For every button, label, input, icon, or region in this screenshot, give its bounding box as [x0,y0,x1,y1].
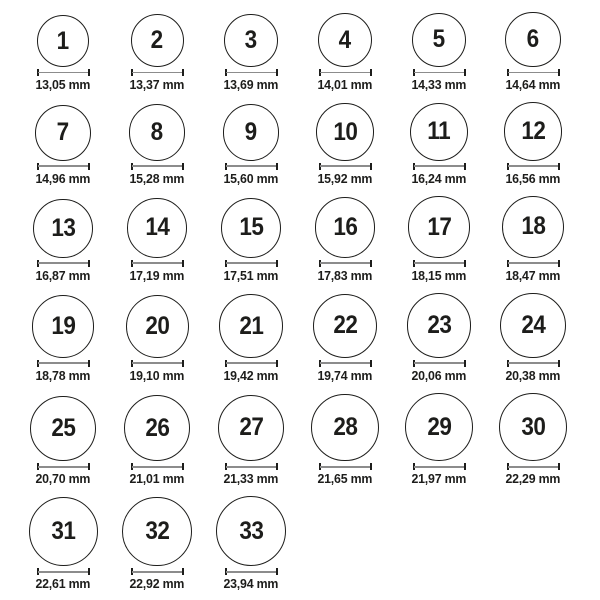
size-circle [221,198,281,258]
diameter-ruler [319,463,372,470]
size-circle [318,13,372,67]
ruler-bar [414,466,465,468]
size-circle [129,104,185,160]
size-chart [16,12,600,591]
ruler-bar [132,262,183,264]
ruler-bar [414,362,465,364]
ruler-bar [320,362,371,364]
diameter-ruler [225,163,278,170]
size-number: 2 [150,26,164,55]
size-number: 29 [426,412,452,441]
size-circle [315,197,376,258]
ring-size-cell [486,293,580,383]
diameter-ruler [413,360,466,367]
size-circle [223,104,280,161]
size-number: 8 [150,118,164,147]
diameter-label: 20,38 mm [505,367,561,383]
size-circle [122,497,192,567]
diameter-label: 14,64 mm [505,77,561,93]
diameter-label: 13,69 mm [223,77,279,93]
size-number: 4 [338,25,352,54]
ruler-bar [38,72,89,74]
diameter-ruler [413,260,466,267]
size-number: 9 [244,117,258,146]
size-number: 16 [332,212,358,241]
diameter-label: 15,60 mm [223,170,279,186]
diameter-ruler [131,260,184,267]
diameter-ruler [37,163,90,170]
size-circle [405,393,473,461]
size-number: 24 [520,310,546,339]
diameter-label: 21,33 mm [223,471,279,487]
ruler-bar [320,72,371,74]
size-number: 32 [144,517,170,546]
size-row [16,12,600,92]
diameter-ruler [319,260,372,267]
ruler-bar [414,165,465,167]
diameter-ruler [131,163,184,170]
ring-size-cell [16,497,110,591]
diameter-label: 18,78 mm [35,367,91,383]
ring-size-cell [16,15,110,93]
size-number: 20 [144,311,170,340]
size-number: 5 [432,25,446,54]
diameter-ruler [37,463,90,470]
size-circle [131,14,184,67]
diameter-label: 14,33 mm [411,77,467,93]
ring-size-cell [392,393,486,486]
ruler-bar [132,571,183,573]
diameter-ruler [131,568,184,575]
size-number: 23 [426,311,452,340]
size-number: 1 [56,26,70,55]
size-circle [32,295,94,357]
size-number: 19 [50,312,76,341]
size-number: 10 [332,117,358,146]
ring-size-cell [110,104,204,185]
ruler-bar [508,466,559,468]
diameter-label: 15,28 mm [129,170,185,186]
size-number: 14 [144,213,170,242]
ruler-bar [132,362,183,364]
diameter-ruler [507,260,560,267]
ruler-bar [414,72,465,74]
ring-size-cell [486,102,580,186]
size-number: 33 [238,516,264,545]
diameter-ruler [507,463,560,470]
diameter-label: 19,74 mm [317,367,373,383]
size-circle [224,14,278,68]
size-number: 15 [238,213,264,242]
size-number: 11 [427,117,451,146]
diameter-ruler [131,69,184,76]
diameter-label: 20,06 mm [411,367,467,383]
size-row [16,496,600,591]
ruler-bar [38,571,89,573]
size-row [16,196,600,283]
size-circle [216,496,286,566]
ruler-bar [320,165,371,167]
ring-size-cell [486,196,580,283]
ring-size-cell [204,14,298,93]
ring-size-cell [298,13,392,92]
diameter-label: 20,70 mm [35,471,91,487]
diameter-label: 13,37 mm [129,77,185,93]
ruler-bar [226,466,277,468]
ring-size-cell [110,198,204,283]
size-number: 6 [526,25,540,54]
diameter-ruler [225,260,278,267]
ruler-bar [414,262,465,264]
size-circle [502,196,564,258]
size-row [16,293,600,383]
ring-size-cell [298,103,392,186]
diameter-label: 14,96 mm [35,170,91,186]
size-number: 25 [50,414,76,443]
diameter-ruler [37,360,90,367]
diameter-ruler [37,260,90,267]
size-number: 31 [50,517,76,546]
diameter-ruler [507,69,560,76]
diameter-label: 23,94 mm [223,576,279,592]
ring-size-cell [204,395,298,487]
size-row [16,393,600,487]
diameter-label: 18,47 mm [505,267,561,283]
diameter-ruler [37,568,90,575]
ruler-bar [226,362,277,364]
ring-size-cell [392,103,486,186]
diameter-ruler [413,163,466,170]
size-circle [33,199,92,258]
diameter-label: 17,83 mm [317,267,373,283]
ring-size-cell [16,105,110,186]
diameter-label: 16,87 mm [35,267,91,283]
ring-size-cell [110,497,204,592]
size-circle [505,12,560,67]
ring-size-cell [16,199,110,283]
diameter-ruler [225,463,278,470]
ruler-bar [508,72,559,74]
ring-size-cell [298,197,392,283]
diameter-ruler [319,163,372,170]
diameter-label: 17,19 mm [129,267,185,283]
diameter-label: 21,65 mm [317,471,373,487]
ruler-bar [226,72,277,74]
size-circle [35,105,91,161]
diameter-ruler [37,69,90,76]
ring-size-cell [110,295,204,383]
ring-size-cell [298,294,392,383]
diameter-label: 22,29 mm [505,471,561,487]
diameter-ruler [225,568,278,575]
ruler-bar [132,72,183,74]
size-number: 17 [426,212,452,241]
size-circle [499,393,568,462]
size-row [16,102,600,186]
ruler-bar [320,466,371,468]
ring-size-cell [204,496,298,591]
diameter-label: 16,24 mm [411,170,467,186]
ruler-bar [508,262,559,264]
ruler-bar [38,165,89,167]
diameter-ruler [225,360,278,367]
diameter-label: 22,61 mm [35,576,91,592]
size-circle [316,103,374,161]
ruler-bar [320,262,371,264]
ruler-bar [508,362,559,364]
ring-size-cell [204,198,298,283]
ruler-bar [508,165,559,167]
diameter-label: 18,15 mm [411,267,467,283]
size-circle [407,293,472,358]
size-number: 13 [50,213,76,242]
size-circle [124,395,190,461]
size-number: 22 [332,311,358,340]
size-circle [30,396,96,462]
size-circle [127,198,187,258]
ruler-bar [132,466,183,468]
size-circle [313,294,377,358]
diameter-label: 21,01 mm [129,471,185,487]
ring-size-cell [204,294,298,383]
diameter-label: 16,56 mm [505,170,561,186]
size-circle [218,395,285,462]
diameter-ruler [413,463,466,470]
diameter-ruler [319,360,372,367]
size-circle [408,196,469,257]
size-circle [410,103,468,161]
size-number: 30 [520,412,546,441]
ruler-bar [38,262,89,264]
ruler-bar [226,165,277,167]
size-circle [29,497,98,566]
size-circle [37,15,90,68]
ruler-bar [38,362,89,364]
size-circle [500,293,565,358]
ruler-bar [132,165,183,167]
ring-size-cell [392,293,486,383]
size-circle [126,295,189,358]
ring-size-cell [298,394,392,486]
ruler-bar [38,466,89,468]
diameter-ruler [225,69,278,76]
diameter-ruler [319,69,372,76]
size-number: 21 [238,311,264,340]
diameter-label: 13,05 mm [35,77,91,93]
ring-size-cell [110,395,204,486]
size-circle [311,394,378,461]
diameter-ruler [131,463,184,470]
ring-size-cell [392,196,486,282]
size-number: 7 [56,118,70,147]
diameter-label: 22,92 mm [129,576,185,592]
ring-size-cell [110,14,204,92]
ring-size-cell [16,396,110,487]
size-number: 26 [144,413,170,442]
diameter-ruler [413,69,466,76]
size-circle [504,102,563,161]
ruler-bar [226,571,277,573]
diameter-label: 19,10 mm [129,367,185,383]
size-number: 18 [520,212,546,241]
ring-size-cell [16,295,110,382]
diameter-label: 15,92 mm [317,170,373,186]
diameter-label: 21,97 mm [411,471,467,487]
size-number: 28 [332,413,358,442]
diameter-ruler [507,163,560,170]
diameter-ruler [131,360,184,367]
ruler-bar [226,262,277,264]
ring-size-cell [204,104,298,186]
ring-size-cell [486,393,580,487]
ring-size-cell [392,13,486,93]
size-number: 27 [238,413,264,442]
size-number: 3 [244,26,258,54]
size-number: 12 [520,117,546,146]
size-circle [219,294,283,358]
diameter-label: 19,42 mm [223,367,279,383]
size-circle [412,13,467,68]
diameter-label: 14,01 mm [317,77,373,93]
diameter-label: 17,51 mm [223,267,279,283]
ring-size-cell [486,12,580,92]
diameter-ruler [507,360,560,367]
